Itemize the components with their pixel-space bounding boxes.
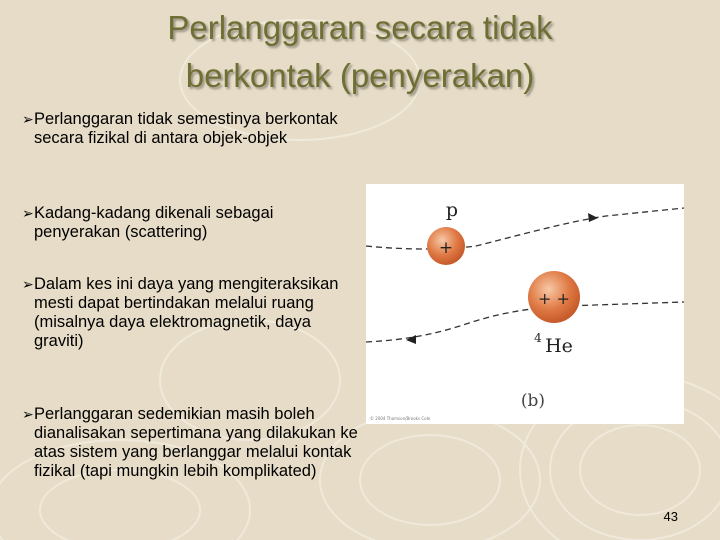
bullet-item [22, 110, 367, 148]
helium-arrow-icon [406, 335, 416, 344]
scattering-figure [366, 184, 684, 424]
helium-symbol: He [545, 335, 573, 357]
bullet-item [22, 204, 367, 242]
title-line-1: Perlanggaran secara tidak [167, 9, 553, 46]
bullet-arrow-icon: ➢ [22, 111, 34, 127]
bullet-arrow-icon: ➢ [22, 276, 34, 292]
figure-credit: © 2004 Thomson/Brooks Cole [370, 416, 431, 421]
proton-charge: + [438, 238, 454, 258]
bullet-item [22, 275, 367, 351]
title-line-2: berkontak (penyerakan) [185, 57, 535, 94]
helium-mass-number: 4 [534, 331, 542, 345]
helium-charge: + + [538, 289, 570, 308]
helium-trajectory [366, 302, 684, 342]
proton-trajectory [366, 208, 684, 249]
scattering-diagram [366, 184, 684, 424]
bullet-text: Perlanggaran tidak semestinya berkontak secara fizikal di antara objek-objek [34, 110, 338, 147]
bullet-arrow-icon: ➢ [22, 406, 34, 422]
slide-title [60, 4, 660, 100]
bullet-text: Kadang-kadang dikenali sebagai penyerakan (scattering) [34, 204, 274, 241]
proton-arrow-icon [588, 213, 598, 222]
bullet-item [22, 405, 367, 481]
bullet-text: Perlanggaran sedemikian masih boleh dianalisakan sepertimana yang dilakukan ke atas sistem yang berlanggar melalui kontak fizikal (tapi mungkin lebih komplikated) [34, 405, 358, 480]
bullet-arrow-icon: ➢ [22, 205, 34, 221]
panel-label: (b) [520, 391, 546, 411]
page-number: 43 [663, 509, 678, 524]
bullet-text: Dalam kes ini daya yang mengiteraksikan mesti dapat bertindakan melalui ruang (misalnya daya elektromagnetik, daya graviti) [34, 275, 339, 350]
proton-label: p [445, 199, 459, 221]
